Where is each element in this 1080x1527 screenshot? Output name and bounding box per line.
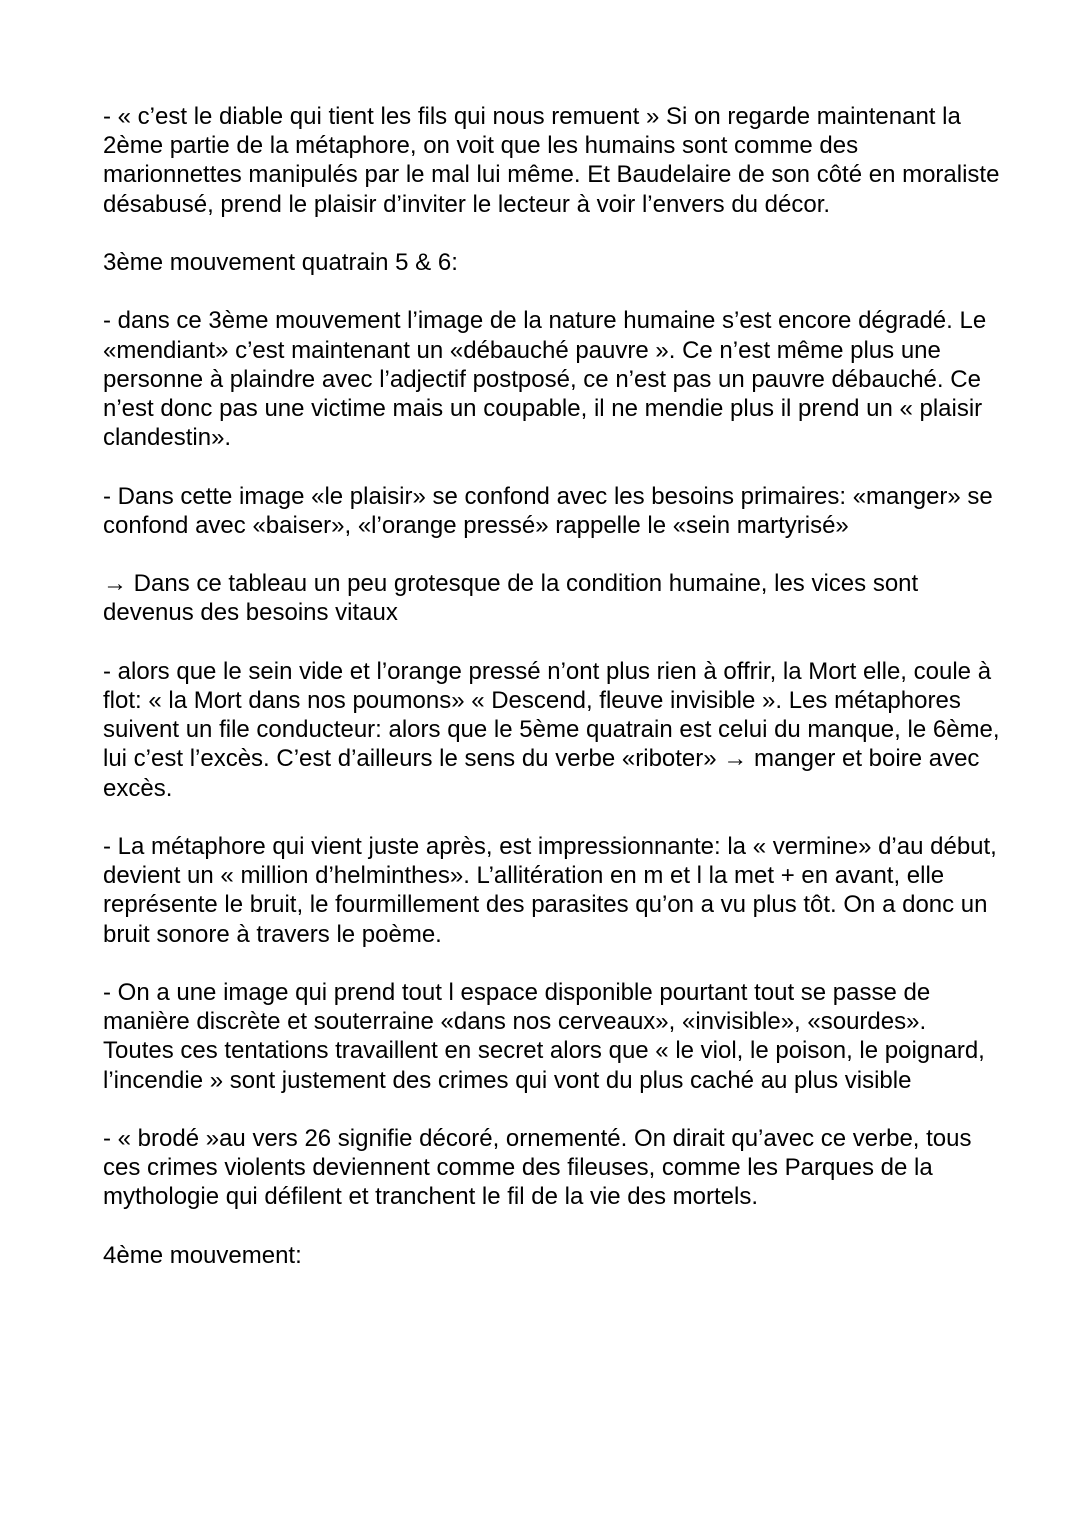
paragraph-tableau-grotesque: → Dans ce tableau un peu grotesque de la condition humaine, les vices sont devenus des besoins vitaux xyxy=(103,570,919,627)
section-heading-3eme-mouvement: 3ème mouvement quatrain 5 & 6: xyxy=(103,249,458,276)
document-page xyxy=(103,102,1003,1270)
paragraph-mort-coule: - alors que le sein vide et l’orange pressé n’ont plus rien à offrir, la Mort elle, coule à flot: « la Mort dans nos poumons» « Descend, fleuve invisible ». Les métaphores suivent un file conducteur: alors que le 5ème quatrain est celui du manque, le 6ème, lui c’est l’excès. C’est d’ailleurs le sens du verbe «riboter» → manger et boire avec excès. xyxy=(103,657,1000,802)
paragraph-plaisir-besoins: - Dans cette image «le plaisir» se confond avec les besoins primaires: «manger» se confond avec «baiser», «l’orange pressé» rappelle le «sein martyrisé» xyxy=(103,482,993,539)
section-heading-4eme-mouvement: 4ème mouvement: xyxy=(103,1241,302,1269)
paragraph-nature-humaine: - dans ce 3ème mouvement l’image de la nature humaine s’est encore dégradé. Le «mendiant» c’est maintenant un «débauché pauvre ». Ce n’est même plus une personne à plaindre avec l’adjectif postposé, ce n’est pas un pauvre débauché. Ce n’est donc pas une victime mais un coupable, il ne mendie plus il prend un « plaisir clandestin». xyxy=(103,307,987,452)
paragraph-espace-disponible: - On a une image qui prend tout l espace disponible pourtant tout se passe de manière discrète et souterraine «dans nos cerveaux», «invisible», «sourdes». Toutes ces tentations travaillent en secret alors que « le viol, le poison, le poignard, l’incendie » sont justement des crimes qui vont du plus caché au plus visible xyxy=(103,978,985,1094)
paragraph-vermine-helminthes: - La métaphore qui vient juste après, est impressionnante: la « vermine» d’au début, devient un « million d’helminthes». L’allitération en m et l la met + en avant, elle représente le bruit, le fourmillement des parasites qu’on a vu plus tôt. On a donc un bruit sonore à travers le poème. xyxy=(103,832,997,948)
paragraph-diable-fils: - « c’est le diable qui tient les fils qui nous remuent » Si on regarde maintenant la 2ème partie de la métaphore, on voit que les humains sont comme des marionnettes manipulés par le mal lui même. Et Baudelaire de son côté en moraliste désabusé, prend le plaisir d’inviter le lecteur à voir l’envers du décor. xyxy=(103,103,1000,218)
paragraph-brode: - « brodé »au vers 26 signifie décoré, ornementé. On dirait qu’avec ce verbe, tous ces crimes violents deviennent comme des fileuses, comme les Parques de la mythologie qui défilent et tranchent le fil de la vie des mortels. xyxy=(103,1124,972,1211)
